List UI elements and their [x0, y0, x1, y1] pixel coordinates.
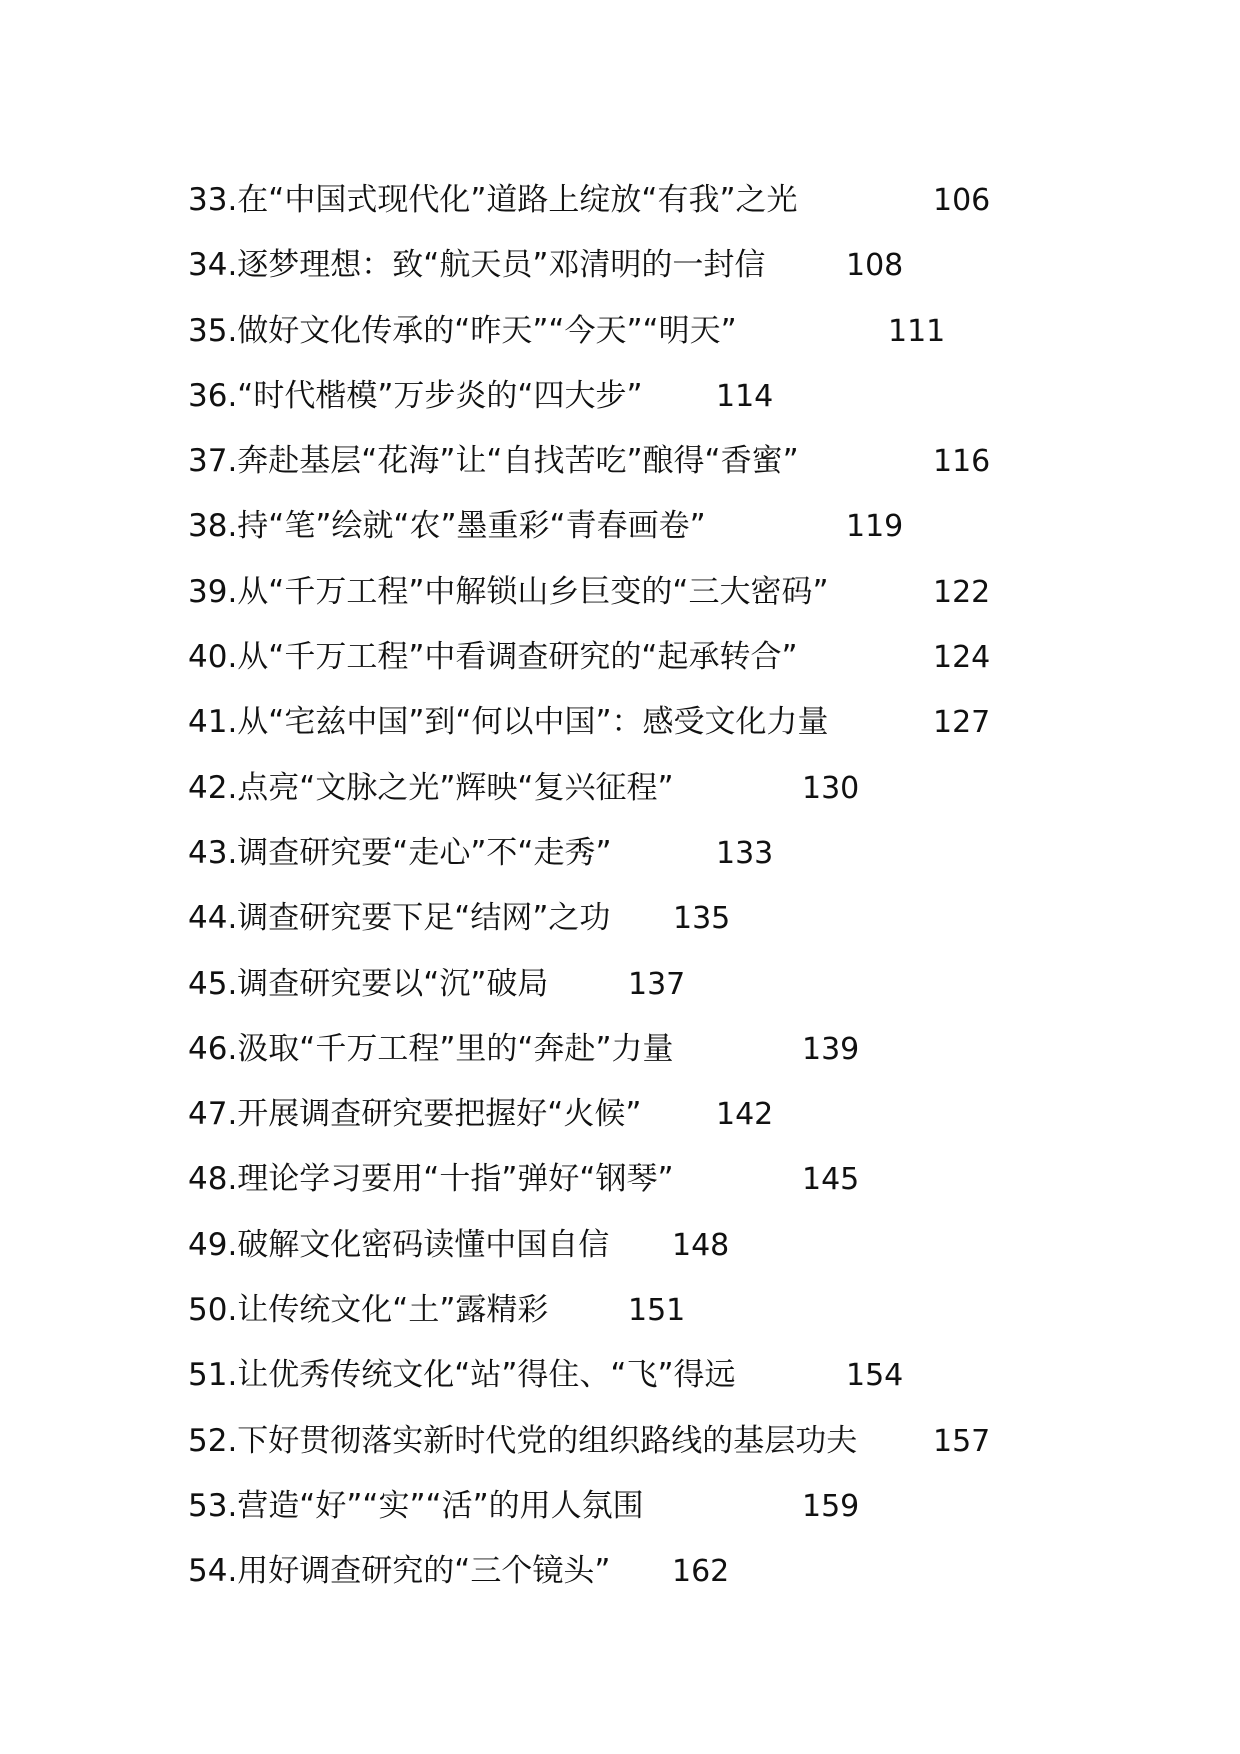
- toc-entry-page: 154: [846, 1358, 904, 1394]
- toc-entry-title: 43.调查研究要“走心”不“走秀”: [188, 834, 612, 871]
- toc-entry: [188, 560, 1088, 625]
- toc-entry-title: 33.在“中国式现代化”道路上绽放“有我”之光: [188, 182, 798, 218]
- toc-entry-title: 50.让传统文化“土”露精彩: [188, 1292, 549, 1329]
- toc-entry: [188, 1343, 1088, 1408]
- toc-entry-page: 162: [672, 1554, 730, 1590]
- toc-entry-title: 52.下好贯彻落实新时代党的组织路线的基层功夫: [188, 1422, 858, 1459]
- toc-entry: [188, 429, 1088, 494]
- toc-entry-page: 148: [672, 1227, 730, 1263]
- toc-entry-page: 135: [673, 901, 731, 937]
- table-of-contents: [188, 168, 1088, 1605]
- toc-entry-title: 42.点亮“文脉之光”辉映“复兴征程”: [188, 769, 674, 806]
- toc-entry-page: 137: [628, 966, 686, 1002]
- toc-entry: [188, 364, 1088, 429]
- toc-entry-title: 49.破解文化密码读懂中国自信: [188, 1226, 610, 1263]
- toc-entry-page: 130: [802, 770, 860, 806]
- toc-entry-title: 47.开展调查研究要把握好“火候”: [188, 1096, 642, 1133]
- toc-entry-page: 114: [716, 378, 774, 414]
- toc-entry-page: 106: [933, 183, 991, 218]
- toc-entry-title: 53.营造“好”“实”“活”的用人氛围: [188, 1487, 644, 1524]
- toc-entry-page: 133: [716, 835, 774, 871]
- toc-entry-page: 145: [802, 1162, 860, 1198]
- toc-entry-title: 48.理论学习要用“十指”弹好“钢琴”: [188, 1161, 674, 1198]
- toc-entry-page: 116: [933, 444, 991, 480]
- toc-entry-title: 40.从“千万工程”中看调查研究的“起承转合”: [188, 639, 798, 676]
- toc-entry-page: 124: [933, 640, 991, 676]
- toc-entry: [188, 168, 1088, 233]
- toc-entry: [188, 1474, 1088, 1539]
- toc-entry: [188, 1147, 1088, 1212]
- toc-entry: [188, 756, 1088, 821]
- toc-entry: [188, 886, 1088, 951]
- toc-entry: [188, 1017, 1088, 1082]
- toc-entry-page: 157: [933, 1423, 991, 1459]
- toc-entry: [188, 1213, 1088, 1278]
- toc-entry: [188, 494, 1088, 559]
- toc-entry: [188, 1539, 1088, 1604]
- toc-entry-title: 41.从“宅兹中国”到“何以中国”：感受文化力量: [188, 704, 829, 741]
- toc-entry: [188, 952, 1088, 1017]
- toc-entry: [188, 1278, 1088, 1343]
- toc-entry-title: 45.调查研究要以“沉”破局: [188, 965, 549, 1002]
- toc-entry-title: 35.做好文化传承的“昨天”“今天”“明天”: [188, 312, 737, 349]
- toc-entry-page: 127: [933, 705, 991, 741]
- toc-entry-page: 122: [933, 574, 991, 610]
- toc-entry: [188, 821, 1088, 886]
- toc-entry-title: 44.调查研究要下足“结网”之功: [188, 900, 611, 937]
- toc-entry-title: 46.汲取“千万工程”里的“奔赴”力量: [188, 1030, 674, 1067]
- toc-entry-page: 142: [716, 1097, 774, 1133]
- toc-entry-title: 38.持“笔”绘就“农”墨重彩“青春画卷”: [188, 508, 706, 545]
- toc-entry: [188, 1082, 1088, 1147]
- toc-entry-page: 111: [888, 313, 946, 349]
- toc-entry: [188, 1409, 1088, 1474]
- toc-entry-title: 36.“时代楷模”万步炎的“四大步”: [188, 377, 643, 414]
- toc-entry: [188, 233, 1088, 298]
- toc-entry-title: 39.从“千万工程”中解锁山乡巨变的“三大密码”: [188, 573, 829, 610]
- toc-entry-page: 119: [846, 509, 904, 545]
- toc-entry: [188, 299, 1088, 364]
- toc-entry: [188, 625, 1088, 690]
- toc-entry-page: 159: [802, 1488, 860, 1524]
- toc-entry-page: 151: [628, 1293, 686, 1329]
- toc-entry-title: 37.奔赴基层“花海”让“自找苦吃”酿得“香蜜”: [188, 443, 799, 480]
- toc-entry-title: 51.让优秀传统文化“站”得住、“飞”得远: [188, 1357, 736, 1394]
- toc-entry-title: 54.用好调查研究的“三个镜头”: [188, 1553, 611, 1590]
- toc-entry-page: 108: [846, 248, 904, 284]
- toc-entry: [188, 690, 1088, 755]
- toc-entry-title: 34.逐梦理想：致“航天员”邓清明的一封信: [188, 247, 766, 284]
- toc-entry-page: 139: [802, 1031, 860, 1067]
